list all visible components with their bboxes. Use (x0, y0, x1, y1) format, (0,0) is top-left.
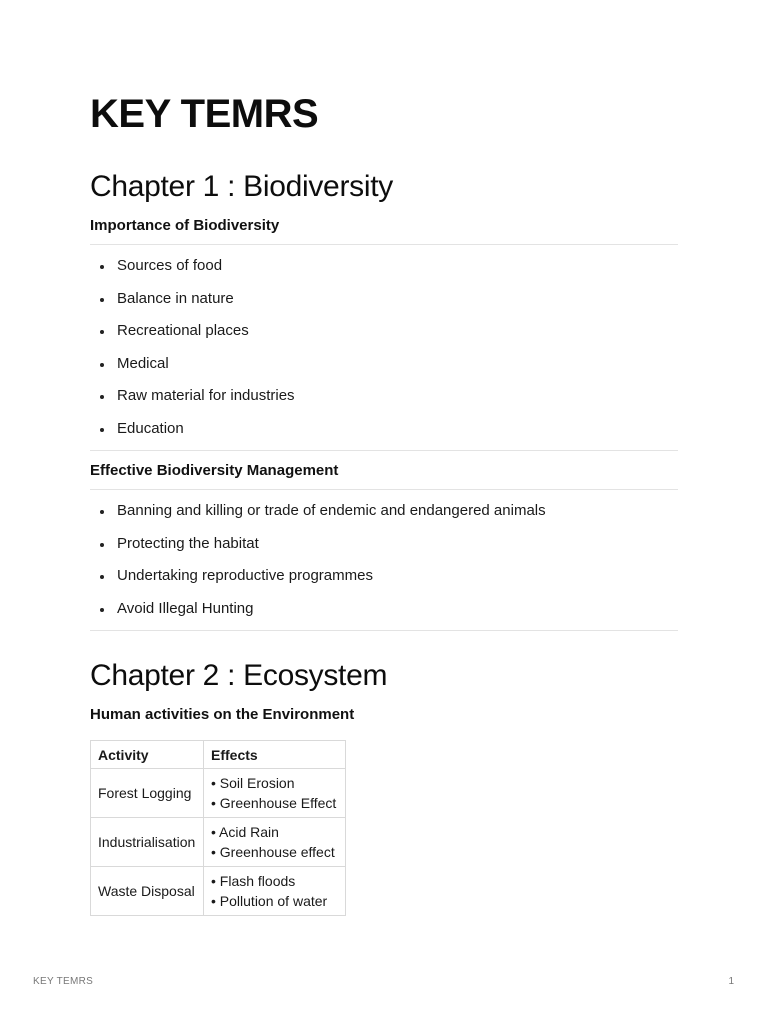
list-item: Medical (90, 348, 678, 381)
table-row (91, 818, 346, 867)
section-importance-heading: Importance of Biodiversity (90, 217, 280, 234)
list-item: Avoid Illegal Hunting (90, 593, 678, 626)
list-item: Raw material for industries (90, 380, 678, 413)
table-row (91, 769, 346, 818)
activity-cell: Waste Disposal (91, 867, 204, 916)
list-item: Undertaking reproductive programmes (90, 560, 678, 593)
effects-cell (204, 769, 346, 818)
list-item: Balance in nature (90, 283, 678, 316)
document-title: KEY TEMRS (90, 92, 319, 136)
effect-item: • Greenhouse effect (211, 842, 338, 862)
footer-document-title: KEY TEMRS (33, 976, 94, 987)
section-management-heading: Effective Biodiversity Management (90, 462, 339, 479)
divider (90, 244, 678, 245)
effect-item: • Soil Erosion (211, 773, 338, 793)
section-human-activities-heading: Human activities on the Environment (90, 706, 355, 723)
list-item: Sources of food (90, 250, 678, 283)
importance-list (90, 250, 678, 446)
column-header-activity: Activity (91, 741, 204, 769)
list-item: Protecting the habitat (90, 528, 678, 561)
effect-item: • Acid Rain (211, 822, 338, 842)
chapter-1-heading: Chapter 1 : Biodiversity (90, 170, 393, 203)
chapter-2-heading: Chapter 2 : Ecosystem (90, 659, 388, 692)
list-item: Recreational places (90, 315, 678, 348)
effects-cell (204, 867, 346, 916)
activity-cell: Industrialisation (91, 818, 204, 867)
divider (90, 489, 678, 490)
divider (90, 450, 678, 451)
column-header-effects: Effects (204, 741, 346, 769)
effect-item: • Flash floods (211, 871, 338, 891)
list-item: Banning and killing or trade of endemic and endangered animals (90, 495, 678, 528)
effect-item: • Pollution of water (211, 891, 338, 911)
activity-cell: Forest Logging (91, 769, 204, 818)
divider (90, 630, 678, 631)
table-row (91, 867, 346, 916)
footer-page-number: 1 (728, 976, 734, 987)
activities-effects-table (90, 740, 346, 916)
list-item: Education (90, 413, 678, 446)
effects-cell (204, 818, 346, 867)
effect-item: • Greenhouse Effect (211, 793, 338, 813)
table-header-row (91, 741, 346, 769)
management-list (90, 495, 678, 625)
